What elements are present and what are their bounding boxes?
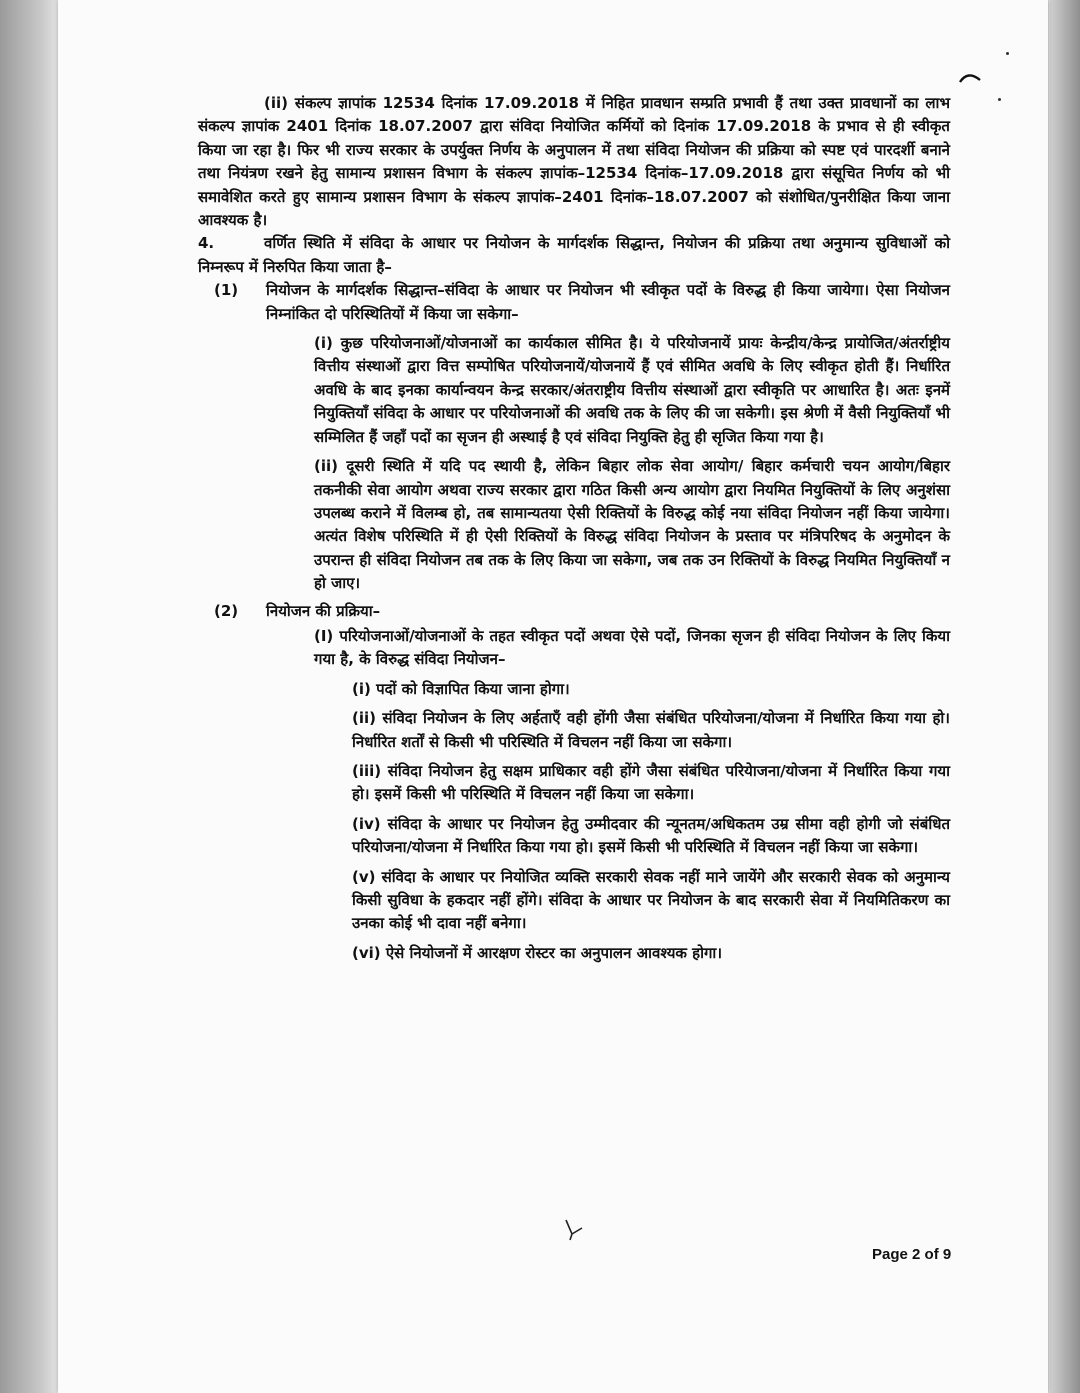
viewer-left-edge (0, 0, 58, 1393)
sub-item-iii: (iii) संविदा नियोजन हेतु सक्षम प्राधिकार वही होंगे जैसा संबंधित परियेाजना/योजना में निर्धारित किया गया हो। इसमें किसी भी परिस्थिति में विचलन नहीं किया जा सकेगा। (352, 761, 950, 804)
sub-item-vi: (vi) ऐसे नियोजनों में आरक्षण रोस्टर का अनुपालन आवश्यक होगा। (352, 943, 723, 962)
scan-dot (998, 98, 1001, 101)
page-number: Page 2 of 9 (872, 1246, 952, 1263)
sub-item-i: (i) पदों को विज्ञापित किया जाना होगा। (352, 679, 570, 698)
item-1-i: (i) कुछ परियोजनाओं/योजनाओं का कार्यकाल सीमित है। ये परियोजनायें प्रायः केन्द्रीय/केन्द्र प्रायोजित/अंतर्राष्ट्रीय वित्तीय संस्थाओं द्वारा वित्त सम्पोषित परियोजनायें/योजनायें हैं एवं सीमित अवधि के लिए स्वीकृत होती हैं। निर्धारित अवधि के बाद इनका कार्यान्वयन केन्द्र सरकार/अंतराष्ट्रीय वित्तीय संस्थाओं द्वारा स्वीकृति पर आधारित है। अतः इनमें नियुक्तियाँ संविदा के आधार पर परियोजनाओं की अवधि तक के लिए की जा सकेगी। इस श्रेणी में वैसी नियुक्तियाँ भी सम्मिलित हैं जहाँ पदों का सृजन ही अस्थाई है एवं संविदा नियुक्ति हेतु ही सृजित किया गया है। (314, 334, 950, 446)
sub-item-v: (v) संविदा के आधार पर नियोजित व्यक्ति सरकारी सेवक नहीं माने जायेंगे और सरकारी सेवक को अनुमान्य किसी सुविधा के हकदार नहीं होंगे। संविदा के आधार पर नियोजन के बाद सरकारी सेवा में नियमितिकरण का उनका कोई भी दावा नहीं बनेगा। (352, 867, 950, 933)
pen-mark-icon (958, 68, 982, 84)
document-body (198, 92, 950, 965)
item-1-label: (1) (214, 281, 239, 300)
section-4-number: 4. (198, 234, 215, 253)
viewer-right-edge (1050, 0, 1080, 1393)
item-1 (214, 279, 950, 326)
section-4-text: वर्णित स्थिति में संविदा के आधार पर नियोजन के मार्गदर्शक सिद्धान्त, नियोजन की प्रक्रिया तथा अनुमान्य सुविधाओं को निम्नरूप में निरुपित किया जाता है– (198, 234, 950, 276)
sub-item-iv: (iv) संविदा के आधार पर नियोजन हेतु उम्मीदवार की न्यूनतम/अधिकतम उम्र सीमा वही होगी जो संबंधित परियोजना/योजना में निर्धारित किया गया हो। इसमें किसी भी परिस्थिति में विचलन नहीं किया जा सकेगा। (352, 814, 950, 857)
scan-dot (1006, 52, 1009, 55)
sub-item-ii: (ii) संविदा नियोजन के लिए अर्हताएँ वही होंगी जैसा संबंधित परियोजना/योजना में निर्धारित किया गया हो। निर्धारित शर्तों से किसी भी परिस्थिति में विचलन नहीं किया जा सकेगा। (352, 709, 950, 751)
paragraph-ii-intro: (ii) संकल्प ज्ञापांक 12534 दिनांक 17.09.2018 में निहित प्रावधान सम्प्रति प्रभावी हैं तथा उक्त प्रावधानों का लाभ संकल्प ज्ञापांक 2401 दिनांक 18.07.2007 द्वारा संविदा नियोजित कर्मियों को दिनांक 17.09.2018 के प्रभाव से ही स्वीकृत किया जा रहा है। फिर भी राज्य सरकार के उपर्युक्त निर्णय के अनुपालन में तथा संविदा नियोजन की प्रक्रिया को स्पष्ट एवं पारदर्शी बनाने तथा नियंत्रण रखने हेतु सामान्य प्रशासन विभाग के संकल्प ज्ञापांक–12534 दिनांक–17.09.2018 द्वारा संसूचित निर्णय को भी समावेशित करते हुए सामान्य प्रशासन विभाग के संकल्प ज्ञापांक–2401 दिनांक–18.07.2007 को संशोधित/पुनरीक्षित किया जाना आवश्यक है। (198, 94, 950, 230)
tick-mark-icon (560, 1216, 586, 1242)
item-1-ii: (ii) दूसरी स्थिति में यदि पद स्थायी है, लेकिन बिहार लोक सेवा आयोग/ बिहार कर्मचारी चयन आयोग/बिहार तकनीकी सेवा आयोग अथवा राज्य सरकार द्वारा गठित किसी अन्य आयोग द्वारा नियमित नियुक्तियों के लिए अनुशंसा उपलब्ध कराने में विलम्ब हो, तब सामान्यतया ऐसी रिक्तियों के विरुद्ध कोई नया संविदा नियोजन नहीं किया जायेगा। अत्यंत विशेष परिस्थिति में ही ऐसी रिक्तियों के विरुद्ध संविदा नियोजन के प्रस्ताव पर मंत्रिपरिषद के अनुमोदन के उपरान्त ही संविदा नियोजन तब तक के लिए किया जा सकेगा, जब तक उन रिक्तियों के विरुद्ध नियमित नियुक्तियाँ न हो जाए। (314, 457, 950, 593)
item-2-I: (I) परियोजनाओं/योजनाओं के तहत स्वीकृत पदों अथवा ऐसे पदों, जिनका सृजन ही संविदा नियोजन के लिए किया गया है, के विरुद्ध संविदा नियोजन– (314, 626, 950, 669)
item-2-title: नियोजन की प्रक्रिया– (266, 601, 381, 620)
item-2-label: (2) (214, 601, 239, 620)
section-4 (198, 232, 950, 279)
item-1-text: नियोजन के मार्गदर्शक सिद्धान्त–संविदा के आधार पर नियोजन भी स्वीकृत पदों के विरुद्ध ही किया जायेगा। ऐसा नियोजन निम्नांकित दो परिस्थितियों में किया जा सकेगा– (266, 281, 950, 323)
item-2 (214, 600, 950, 623)
